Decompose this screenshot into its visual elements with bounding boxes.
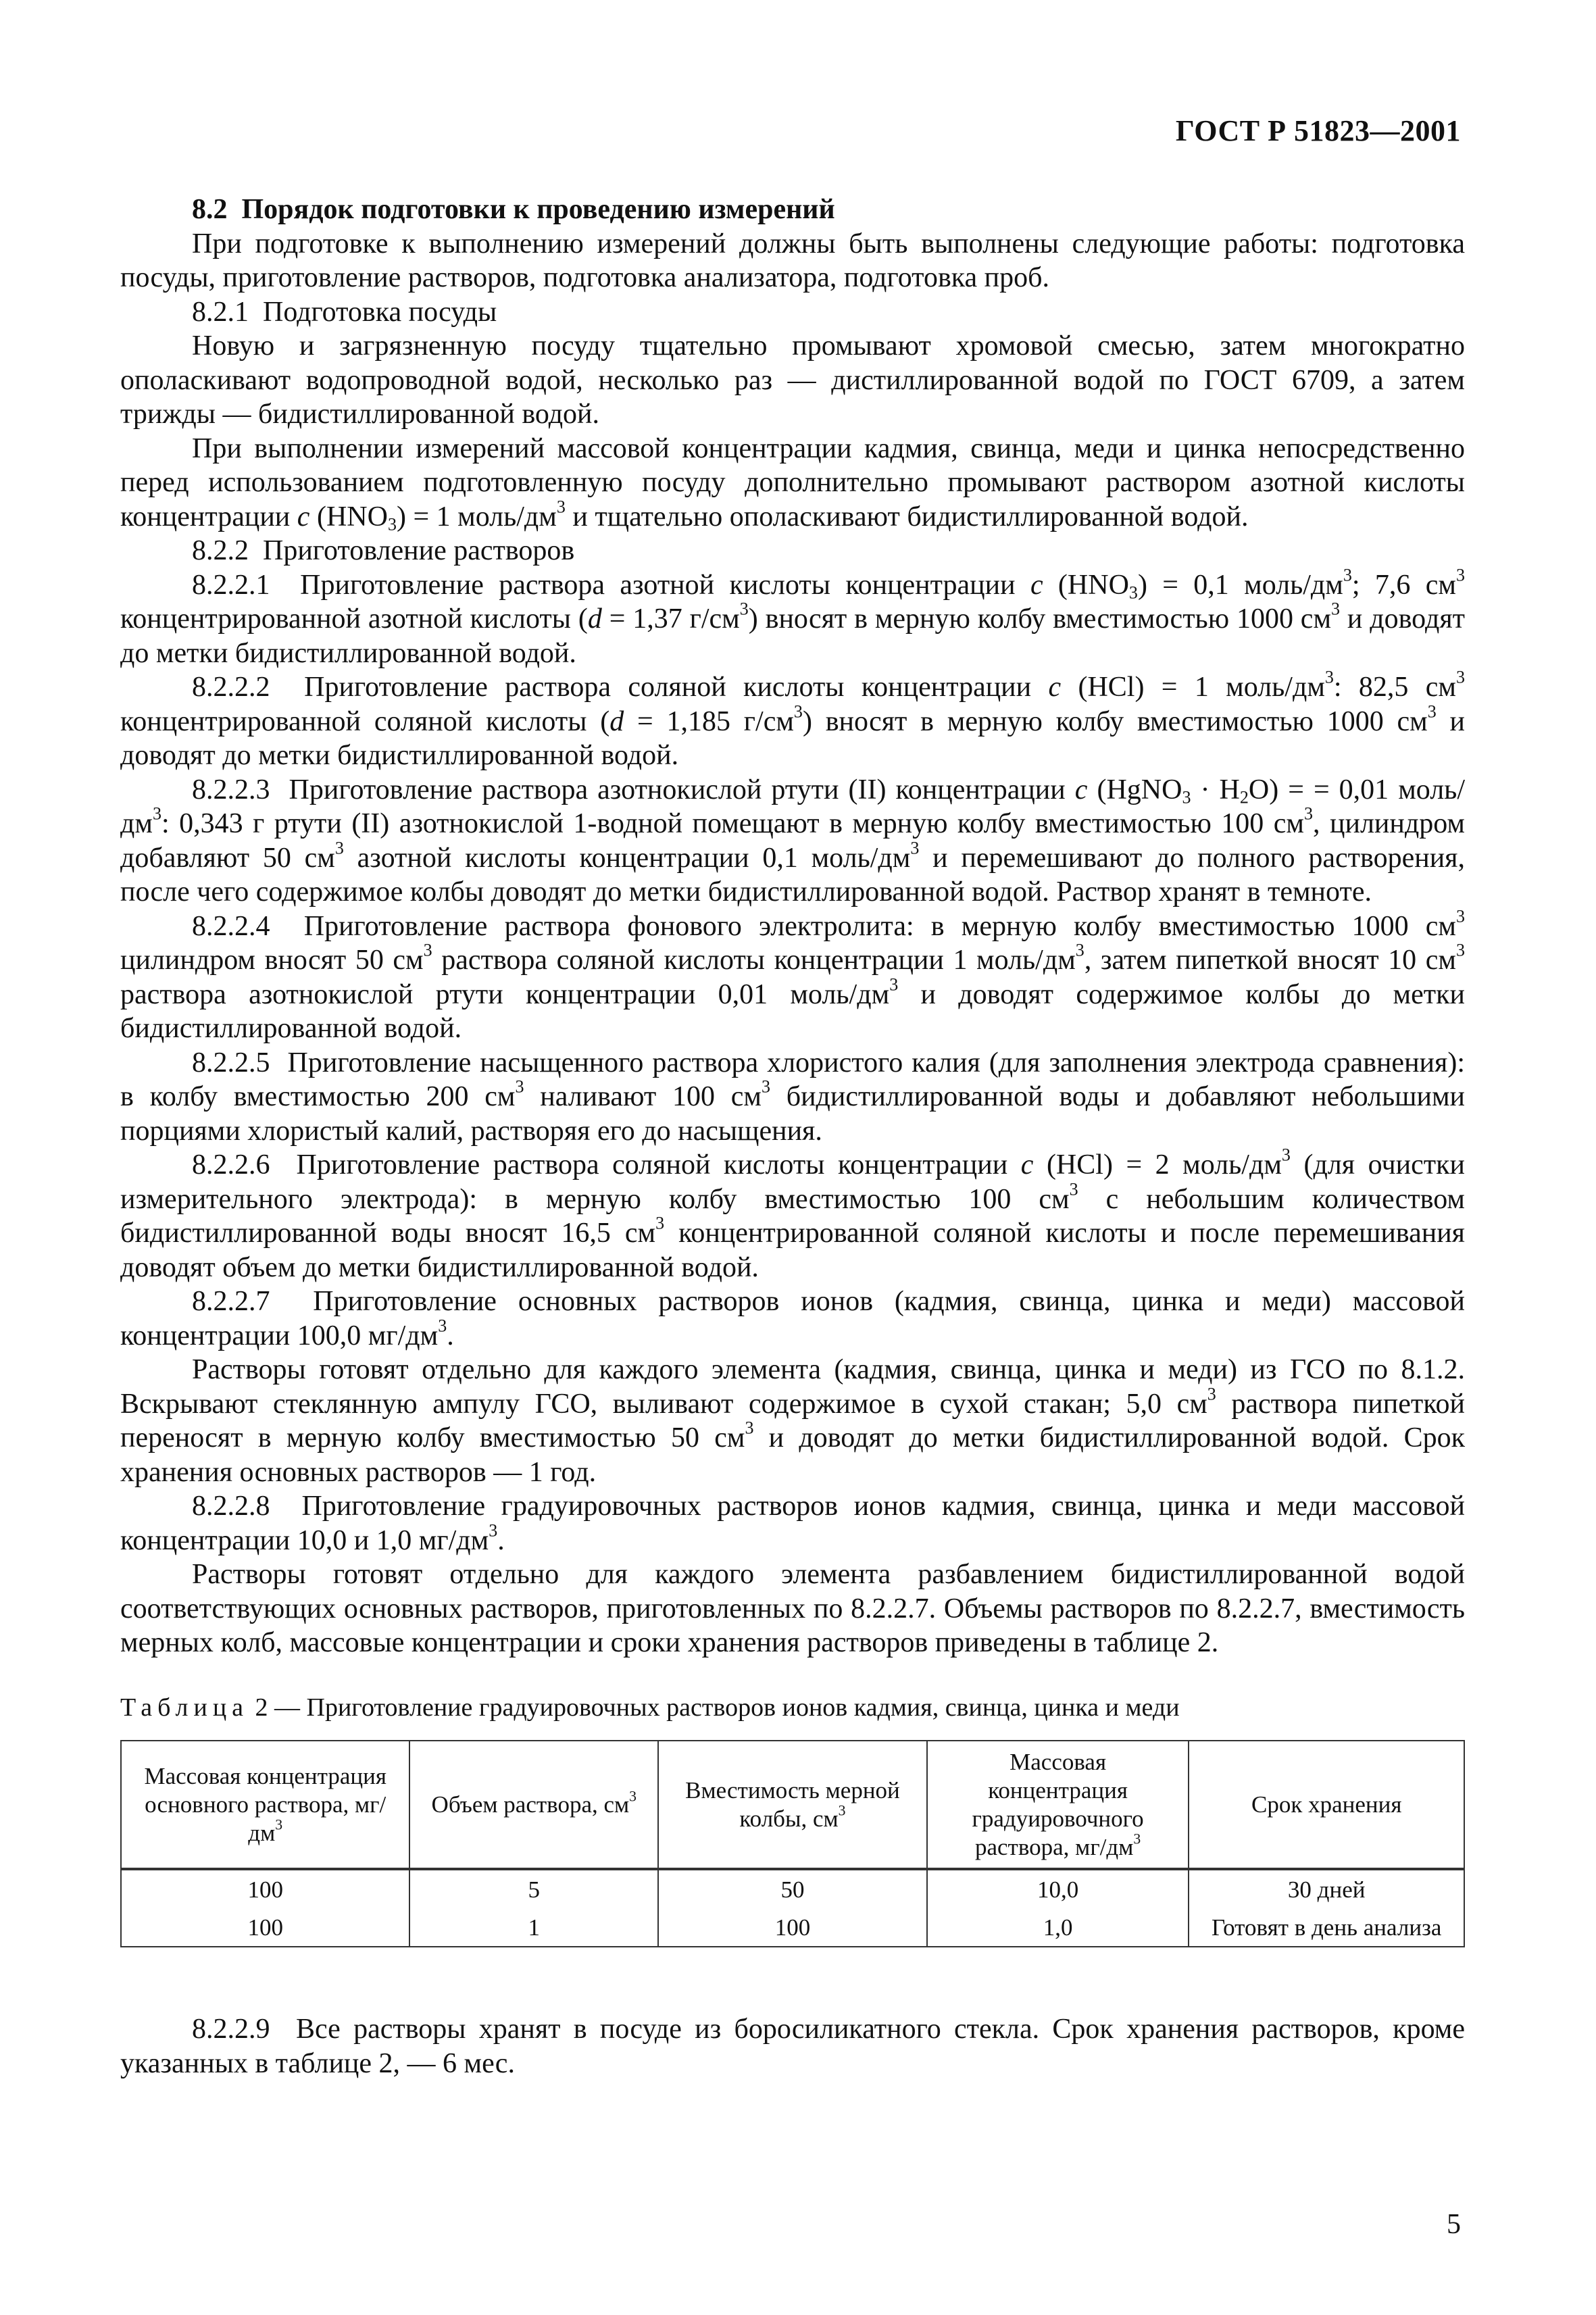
paragraph: Растворы готовят отдельно для каждого элемента (кадмия, свинца, цинка и меди) из ГСО по 8.1.2. Вскрывают стеклянную ампулу ГСО, выливают содержимое в сухой стакан; 5,0 $см^3$ раствора пипеткой переносят в мерную колбу вместимостью 50 $см^3$ и доводят до метки бидистиллированной водой. Срок хранения основных растворов — 1 год. [120, 1354, 1466, 1488]
table-header-cell: Срок хранения [1189, 1741, 1464, 1869]
table-cell: 1,0 [927, 1908, 1189, 1947]
table-cell: 100 [658, 1908, 927, 1947]
table-caption [120, 1692, 1472, 1723]
table-cell: 30 дней [1189, 1869, 1464, 1908]
paragraph: 8.2.2 Приготовление растворов [192, 535, 575, 566]
table-body [121, 1869, 1464, 1947]
table-header [121, 1741, 1464, 1869]
table-caption-text: 2 — Приготовление градуировочных растворов ионов кадмия, свинца, цинка и меди [249, 1693, 1180, 1722]
table-2 [120, 1740, 1465, 1947]
paragraph: 8.2.2.2 Приготовление раствора соляной кислоты концентрации c (HCl) = 1 моль/$дм^3$: 82,5 $см^3$ концентрированной соляной кислоты (d = 1,185 $г/см^3$) вносят в мерную колбу вместимостью 1000 $см^3$ и доводят до метки бидистиллированной водой. [120, 667, 1466, 771]
paragraph: 8.2.2.1 Приготовление раствора азотной кислоты концентрации c $(HNO_3) = 0,1$ моль/$дм^3$; 7,6 $см^3$ концентрированной азотной кислоты (d = 1,37 $г/см^3$) вносят в мерную колбу вместимостью 1000 $см^3$ и доводят до метки бидистиллированной водой. [120, 564, 1465, 669]
document-body [120, 193, 1465, 1660]
paragraph: При выполнении измерений массовой концентрации кадмия, свинца, меди и цинка непосредственно перед использованием подготовленную посуду дополнительно промывают раствором азотной кислоты концентрации c $(HNO_3) = 1$ моль/$дм^3$ и тщательно ополаскивают бидистиллированной водой. [120, 432, 1465, 534]
paragraph: Новую и загрязненную посуду тщательно промывают хромовой смесью, затем многократно ополаскивают водопроводной водой, несколько раз — дистиллированной водой по ГОСТ 6709, а затем трижды — бидистиллированной водой. [120, 330, 1465, 430]
table-cell: 10,0 [927, 1869, 1189, 1908]
paragraph: 8.2.2.8 Приготовление градуировочных растворов ионов кадмия, свинца, цинка и меди массовой концентрации 10,0 и 1,0 $мг/дм^3$. [120, 1491, 1465, 1556]
paragraph: 8.2.2.4 Приготовление раствора фонового электролита: в мерную колбу вместимостью 1000 $см^3$ цилиндром вносят 50 $см^3$ раствора соляной кислоты концентрации 1 моль/$дм^3$, затем пипеткой вносят 10 $см^3$ раствора азотнокислой ртути концентрации 0,01 моль/$дм^3$ и доводят содержимое колбы до метки бидистиллированной водой. [120, 905, 1466, 1044]
table-cell: 100 [121, 1908, 409, 1947]
table-cell: 1 [409, 1908, 658, 1947]
paragraph: 8.2.2.7 Приготовление основных растворов ионов (кадмия, свинца, цинка и меди) массовой концентрации 100,0 $мг/дм^3$. [120, 1286, 1465, 1351]
paragraph: Растворы готовят отдельно для каждого элемента разбавлением бидистиллированной водой соответствующих основных растворов, приготовленных по 8.2.2.7. Объемы растворов по 8.2.2.7, вместимость мерных колб, массовые концентрации и сроки хранения растворов приведены в таблице 2. [120, 1559, 1465, 1658]
paragraph: 8.2.1 Подготовка посуды [192, 296, 497, 328]
table-row [121, 1908, 1464, 1947]
table-cell: 50 [658, 1869, 927, 1908]
table-header-cell: Вместимость мерной колбы, $см^3$ [658, 1741, 927, 1869]
table-cell: 5 [409, 1869, 658, 1908]
page-number: 5 [1447, 2209, 1461, 2240]
document-header: ГОСТ Р 51823—2001 [1175, 114, 1461, 147]
paragraph: 8.2.2.5 Приготовление насыщенного раствора хлористого калия (для заполнения электрода сравнения): в колбу вместимостью 200 $см^3$ наливают 100 $см^3$ бидистиллированной воды и добавляют небольшими порциями хлористый калий, растворяя его до насыщения. [120, 1047, 1465, 1147]
closing-section [120, 2012, 1465, 2081]
table-header-cell: Массовая концентрация основного раствора, $мг/дм^3$ [121, 1741, 409, 1869]
table-caption-label: Таблица [120, 1693, 249, 1722]
table-header-cell: Массовая концентрация градуировочного раствора, $мг/дм^3$ [927, 1741, 1189, 1869]
table-cell: 100 [121, 1869, 409, 1908]
paragraph-8-2-2-9: 8.2.2.9 Все растворы хранят в посуде из боросиликатного стекла. Срок хранения растворов, кроме указанных в таблице 2, — 6 мес. [120, 2014, 1465, 2079]
table-row [121, 1869, 1464, 1908]
paragraph: При подготовке к выполнению измерений должны быть выполнены следующие работы: подготовка посуды, приготовление растворов, подготовка анализатора, подготовка проб. [120, 228, 1465, 293]
table-header-cell: Объем раствора, $см^3$ [409, 1741, 658, 1869]
table-cell: Готовят в день анализа [1189, 1908, 1464, 1947]
section-heading: 8.2 Порядок подготовки к проведению измерений [192, 194, 835, 225]
paragraph: 8.2.2.6 Приготовление раствора соляной кислоты концентрации c (HCl) = 2 моль/$дм^3$ (для очистки измерительного электрода): в мерную колбу вместимостью 100 $см^3$ с небольшим количеством бидистиллированной воды вносят 16,5 $см^3$ концентрированной соляной кислоты и после перемешивания доводят объем до метки бидистиллированной водой. [120, 1145, 1465, 1283]
paragraph: 8.2.2.3 Приготовление раствора азотнокислой ртути (II) концентрации c (HgNO$_3$ · $H_2O$) = = 0,01 моль/$дм^3$: 0,343 г ртути (II) азотнокислой 1-водной помещают в мерную колбу вместимостью 100 $см^3$, цилиндром добавляют 50 $см^3$ азотной кислоты концентрации 0,1 моль/$дм^3$ и перемешивают до полного растворения, после чего содержимое колбы доводят до метки бидистиллированной водой. Раствор хранят в темноте. [120, 774, 1466, 907]
